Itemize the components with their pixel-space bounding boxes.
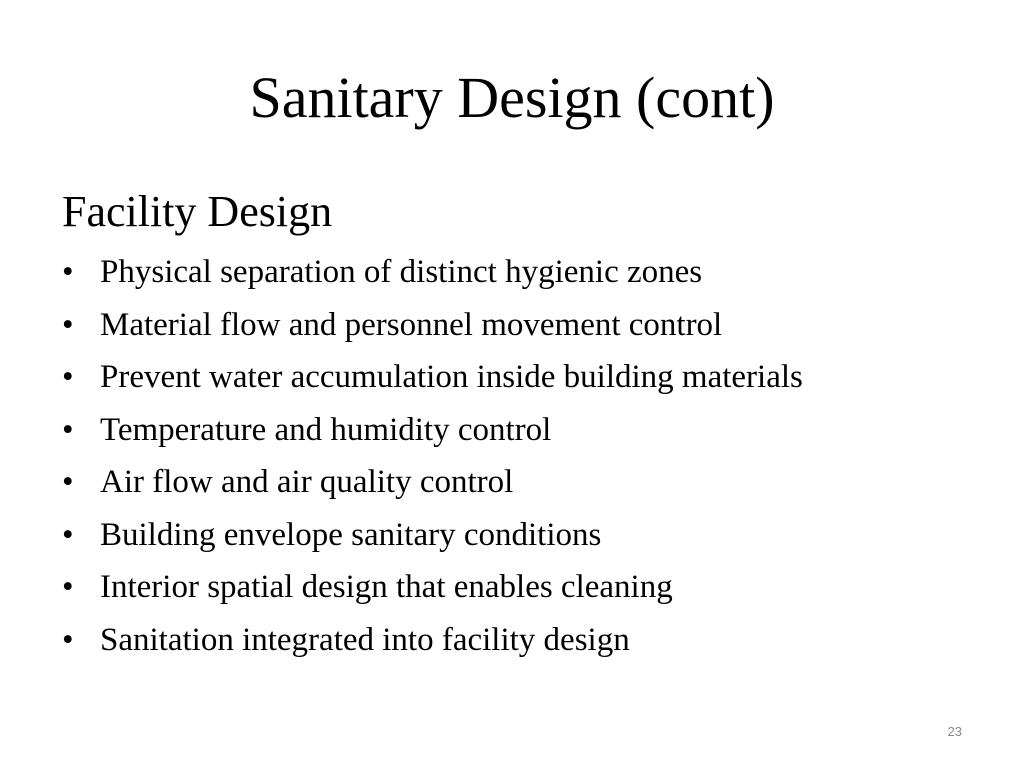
bullet-icon: • bbox=[62, 411, 74, 448]
bullet-icon: • bbox=[62, 464, 74, 500]
bullet-text: Building envelope sanitary conditions bbox=[100, 516, 602, 553]
bullet-item bbox=[62, 351, 1002, 404]
bullet-item bbox=[62, 246, 1002, 299]
bullet-item bbox=[62, 509, 1002, 562]
section-heading: Facility Design bbox=[62, 187, 333, 236]
bullet-list bbox=[62, 246, 1002, 666]
slide-title: Sanitary Design (cont) bbox=[249, 65, 775, 130]
bullet-item bbox=[62, 561, 1002, 614]
bullet-item bbox=[62, 299, 1002, 352]
bullet-icon: • bbox=[62, 569, 74, 605]
bullet-icon: • bbox=[62, 306, 74, 343]
bullet-text: Air flow and air quality control bbox=[100, 464, 514, 500]
bullet-text: Temperature and humidity control bbox=[100, 411, 552, 448]
bullet-text: Material flow and personnel movement control bbox=[100, 306, 723, 343]
bullet-item bbox=[62, 456, 1002, 509]
bullet-text: Prevent water accumulation inside building materials bbox=[100, 359, 803, 395]
bullet-text: Sanitation integrated into facility design bbox=[100, 621, 630, 658]
bullet-item bbox=[62, 614, 1002, 667]
page-number: 23 bbox=[947, 724, 962, 739]
bullet-icon: • bbox=[62, 359, 74, 395]
bullet-text: Physical separation of distinct hygienic zones bbox=[100, 254, 703, 290]
bullet-icon: • bbox=[62, 254, 74, 290]
bullet-icon: • bbox=[62, 516, 74, 553]
bullet-item bbox=[62, 404, 1002, 457]
bullet-icon: • bbox=[62, 621, 74, 658]
bullet-text: Interior spatial design that enables cleaning bbox=[100, 569, 673, 605]
